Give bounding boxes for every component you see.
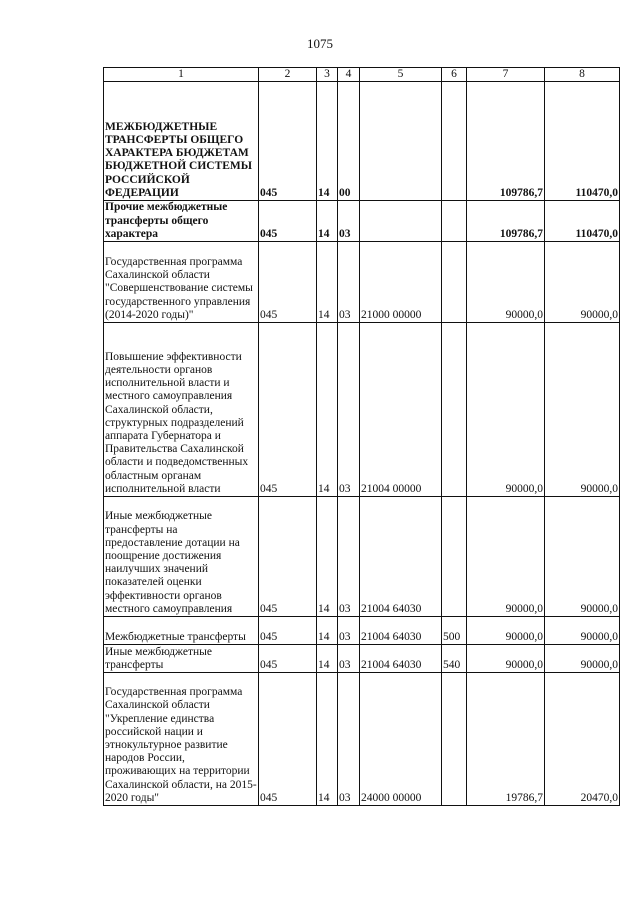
table-row — [104, 242, 620, 323]
subsection-code: 03 — [338, 617, 360, 645]
amount-year-2: 90000,0 — [545, 323, 620, 497]
amount-year-2: 90000,0 — [545, 617, 620, 645]
header-row — [104, 68, 620, 82]
amount-year-1: 90000,0 — [467, 323, 545, 497]
program-code: 21004 00000 — [360, 323, 442, 497]
amount-year-2: 90000,0 — [545, 645, 620, 673]
expense-code — [442, 242, 467, 323]
amount-year-2: 110470,0 — [545, 82, 620, 201]
amount-year-2: 90000,0 — [545, 497, 620, 617]
row-name: Прочие межбюджетные трансферты общего характера — [104, 201, 259, 242]
amount-year-1: 90000,0 — [467, 617, 545, 645]
budget-table — [103, 67, 620, 806]
section-code: 14 — [317, 242, 338, 323]
row-name: Повышение эффективности деятельности органов исполнительной власти и местного самоуправления Сахалинской области, структурных подразделений аппарата Губернатора и Правительства Сахалинской области и подведомственных областным органам исполнительной власти — [104, 323, 259, 497]
table-row — [104, 323, 620, 497]
amount-year-2: 90000,0 — [545, 242, 620, 323]
amount-year-1: 90000,0 — [467, 242, 545, 323]
table-row — [104, 645, 620, 673]
subsection-code: 03 — [338, 242, 360, 323]
ministry-code: 045 — [259, 82, 317, 201]
amount-year-2: 110470,0 — [545, 201, 620, 242]
program-code: 21004 64030 — [360, 497, 442, 617]
column-header: 2 — [259, 68, 317, 82]
ministry-code: 045 — [259, 201, 317, 242]
ministry-code: 045 — [259, 242, 317, 323]
section-code: 14 — [317, 497, 338, 617]
expense-code — [442, 323, 467, 497]
subsection-code: 03 — [338, 497, 360, 617]
table-row — [104, 497, 620, 617]
program-code: 21000 00000 — [360, 242, 442, 323]
amount-year-1: 109786,7 — [467, 82, 545, 201]
row-name: МЕЖБЮДЖЕТНЫЕ ТРАНСФЕРТЫ ОБЩЕГО ХАРАКТЕРА БЮДЖЕТАМ БЮДЖЕТНОЙ СИСТЕМЫ РОССИЙСКОЙ ФЕДЕРАЦИИ — [104, 82, 259, 201]
column-header: 6 — [442, 68, 467, 82]
column-header: 8 — [545, 68, 620, 82]
column-header: 1 — [104, 68, 259, 82]
expense-code — [442, 673, 467, 806]
expense-code — [442, 82, 467, 201]
row-name: Государственная программа Сахалинской области "Укрепление единства российской нации и этнокультурное развитие народов России, проживающих на территории Сахалинской области, на 2015-2020 годы" — [104, 673, 259, 806]
row-name: Иные межбюджетные трансферты на предоставление дотации на поощрение достижения наилучших значений показателей оценки эффективности органов местного самоуправления — [104, 497, 259, 617]
column-header: 5 — [360, 68, 442, 82]
ministry-code: 045 — [259, 673, 317, 806]
expense-code: 540 — [442, 645, 467, 673]
subsection-code: 03 — [338, 201, 360, 242]
row-name: Государственная программа Сахалинской области "Совершенствование системы государственного управления (2014-2020 годы)" — [104, 242, 259, 323]
section-code: 14 — [317, 201, 338, 242]
page-number: 1075 — [307, 36, 333, 51]
program-code: 21004 64030 — [360, 617, 442, 645]
row-name: Иные межбюджетные трансферты — [104, 645, 259, 673]
ministry-code: 045 — [259, 323, 317, 497]
program-code — [360, 82, 442, 201]
subsection-code: 00 — [338, 82, 360, 201]
ministry-code: 045 — [259, 617, 317, 645]
section-code: 14 — [317, 323, 338, 497]
column-header: 7 — [467, 68, 545, 82]
amount-year-1: 90000,0 — [467, 645, 545, 673]
amount-year-1: 90000,0 — [467, 497, 545, 617]
subsection-code: 03 — [338, 645, 360, 673]
table-row — [104, 201, 620, 242]
expense-code — [442, 497, 467, 617]
amount-year-1: 109786,7 — [467, 201, 545, 242]
program-code — [360, 201, 442, 242]
ministry-code: 045 — [259, 497, 317, 617]
amount-year-1: 19786,7 — [467, 673, 545, 806]
subsection-code: 03 — [338, 673, 360, 806]
program-code: 24000 00000 — [360, 673, 442, 806]
program-code: 21004 64030 — [360, 645, 442, 673]
column-header: 4 — [338, 68, 360, 82]
expense-code — [442, 201, 467, 242]
amount-year-2: 20470,0 — [545, 673, 620, 806]
ministry-code: 045 — [259, 645, 317, 673]
table-row — [104, 617, 620, 645]
section-code: 14 — [317, 617, 338, 645]
row-name: Межбюджетные трансферты — [104, 617, 259, 645]
table-row — [104, 673, 620, 806]
section-code: 14 — [317, 673, 338, 806]
subsection-code: 03 — [338, 323, 360, 497]
expense-code: 500 — [442, 617, 467, 645]
section-code: 14 — [317, 645, 338, 673]
column-header: 3 — [317, 68, 338, 82]
section-code: 14 — [317, 82, 338, 201]
table-row — [104, 82, 620, 201]
